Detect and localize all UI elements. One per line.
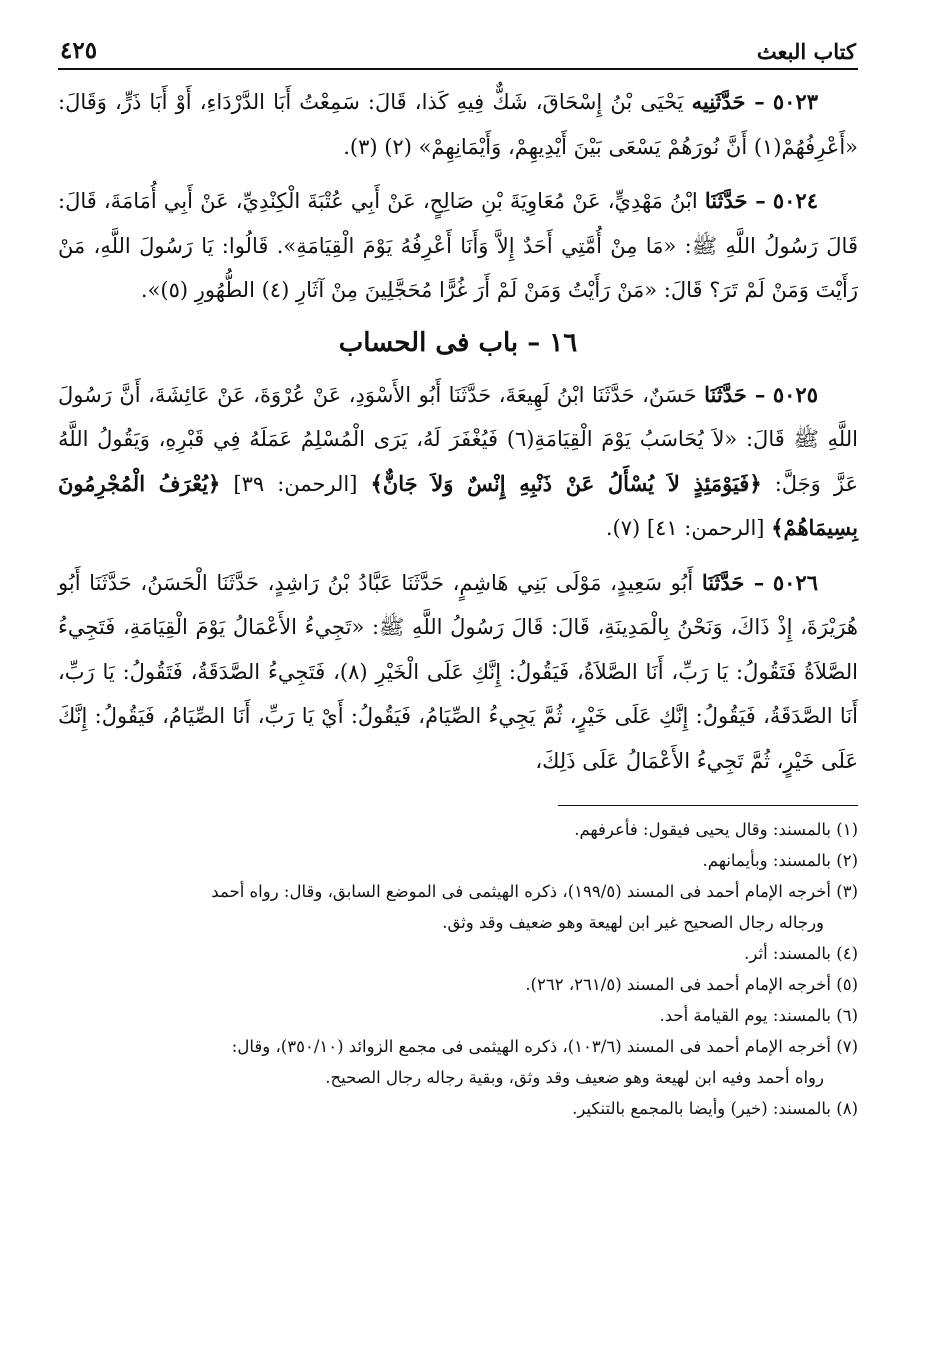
main-text <box>58 80 858 783</box>
quran-verse: ﴿يُعْرَفُ الْمُجْرِمُونَ بِسِيمَاهُمْ﴾ <box>58 470 858 540</box>
footnote-2: (٢) بالمسند: وبأيمانهم. <box>702 851 858 870</box>
hadith-number: ٥٠٢٥ <box>772 381 818 407</box>
footnote-7-continued: رواه أحمد وفيه ابن لهيعة وهو ضعيف وقد وثق، وبقية رجاله رجال الصحيح. <box>325 1068 824 1087</box>
hadith-number: ٥٠٢٤ <box>772 188 818 213</box>
book-title: كتاب البعث <box>756 39 856 64</box>
hadith-opener: حَدَّثَنَا <box>704 188 748 213</box>
hadith-5024: ٥٠٢٤ – حَدَّثَنَا ابْنُ مَهْدِيٍّ، عَنْ مُعَاوِيَةَ بْنِ صَالِحٍ، عَنْ أَبِي عُتْبَةَ الْكِنْدِيِّ، عَنْ أَبِي أُمَامَةَ، قَالَ: قَالَ رَسُولُ اللَّهِ ﷺ: «مَا مِنْ أُمَّتِي أَحَدٌ إِلاَّ وَأَنَا أَعْرِفُهُ يَوْمَ الْقِيَامَةِ». قَالُوا: يَا رَسُولَ اللَّهِ، مَنْ رَأَيْتَ وَمَنْ لَمْ تَرَ؟ قَالَ: «مَنْ رَأَيْتُ وَمَنْ لَمْ أَرَ غُرًّا مُحَجَّلِينَ مِنْ آثَارِ (٤) الطُّهُورِ (٥)». <box>58 188 858 302</box>
hadith-text: أَبُو سَعِيدٍ، مَوْلَى بَنِي هَاشِمٍ، حَدَّثَنَا عَبَّادُ بْنُ رَاشِدٍ، حَدَّثَنَا الْحَسَنُ، حَدَّثَنَا أَبُو هُرَيْرَةَ، إِذْ ذَاكَ، وَنَحْنُ بِالْمَدِينَةِ، قَالَ: قَالَ رَسُولُ اللَّهِ ﷺ: «تَجِيءُ الأَعْمَالُ يَوْمَ الْقِيَامَةِ، فَتَجِيءُ الصَّلاَةُ فَتَقُولُ: يَا رَبِّ، أَنَا الصَّلاَةُ، فَيَقُولُ: إِنَّكِ عَلَى الْخَيْرِ (٨)، فَتَجِيءُ الصَّدَقَةُ، فَتَقُولُ: يَا رَبِّ، أَنَا الصَّدَقَةُ، فَيَقُولُ: إِنَّكِ عَلَى خَيْرٍ، ثُمَّ يَجِيءُ الصِّيَامُ، فَيَقُولُ: أَيْ يَا رَبِّ، أَنَا الصِّيَامُ، فَيَقُولُ: إِنَّكَ عَلَى خَيْرٍ، ثُمَّ تَجِيءُ الأَعْمَالُ عَلَى ذَلِكَ، <box>58 570 859 773</box>
hadith-text: ابْنُ مَهْدِيٍّ، عَنْ مُعَاوِيَةَ بْنِ صَالِحٍ، عَنْ أَبِي عُتْبَةَ الْكِنْدِيِّ، عَنْ أَبِي أُمَامَةَ، قَالَ: قَالَ رَسُولُ اللَّهِ ﷺ: «مَا مِنْ أُمَّتِي أَحَدٌ إِلاَّ وَأَنَا أَعْرِفُهُ يَوْمَ الْقِيَامَةِ». قَالُوا: يَا رَسُولَ اللَّهِ، مَنْ رَأَيْتَ وَمَنْ لَمْ تَرَ؟ قَالَ: «مَنْ رَأَيْتُ وَمَنْ لَمْ أَرَ غُرًّا مُحَجَّلِينَ مِنْ آثَارِ (٤) الطُّهُورِ (٥)». <box>58 189 858 302</box>
footnote-3: (٣) أخرجه الإمام أحمد فى المسند (١٩٩/٥)، ذكره الهيثمى فى الموضع السابق، وقال: رواه أحمد <box>211 882 858 901</box>
hadith-opener: حَدَّثَنَا <box>701 569 745 595</box>
footnote-5: (٥) أخرجه الإمام أحمد فى المسند (٢٦١/٥، ٢٦٢). <box>525 975 858 994</box>
running-head <box>58 30 858 70</box>
hadith-number: ٥٠٢٦ <box>772 569 818 595</box>
hadith-number: ٥٠٢٣ <box>772 89 818 114</box>
hadith-5025: ٥٠٢٥ – حَدَّثَنَا حَسَنٌ، حَدَّثَنَا ابْنُ لَهِيعَةَ، حَدَّثَنَا أَبُو الأَسْوَدِ، عَنْ عُرْوَةَ، عَنْ عَائِشَةَ، أَنَّ رَسُولَ اللَّهِ ﷺ قَالَ: «لاَ يُحَاسَبُ يَوْمَ الْقِيَامَةِ(٦) فَيُغْفَرَ لَهُ، يَرَى الْمُسْلِمُ عَمَلَهُ فِي قَبْرِهِ، وَيَقُولُ اللَّهُ عَزَّ وَجَلَّ: ﴿فَيَوْمَئِذٍ لاَ يُسْأَلُ عَنْ ذَنْبِهِ إِنْسٌ وَلاَ جَانٌّ﴾ [الرحمن: ٣٩] ﴿يُعْرَفُ الْمُجْرِمُونَ بِسِيمَاهُمْ﴾ [الرحمن: ٤١] (٧). <box>58 381 858 540</box>
hadith-opener: حَدَّثَنَا <box>704 381 747 407</box>
quran-reference: [الرحمن: ٤١] (٧). <box>605 516 765 540</box>
hadith-5023: ٥٠٢٣ – حَدَّثَنِيه يَحْيَى بْنُ إِسْحَاقَ، شَكٌّ فِيهِ كَذا، قَالَ: سَمِعْتُ أَبَا الدَّرْدَاءِ، أَوْ أَبَا ذَرٍّ، وَقَالَ: «أَعْرِفُهُمْ(١) أَنَّ نُورَهُمْ يَسْعَى بَيْنَ أَيْدِيهِمْ، وَأَيْمَانِهِمْ» (٢) (٣). <box>58 89 858 159</box>
page-number: ٤٢٥ <box>60 37 98 64</box>
hadith-opener: حَدَّثَنِيه <box>691 89 746 114</box>
footnote-divider <box>558 805 858 806</box>
quran-reference: [الرحمن: ٣٩] <box>233 471 358 496</box>
chapter-heading: ١٦ – باب فى الحساب <box>338 327 578 358</box>
footnotes <box>58 814 858 1124</box>
hadith-text: حَسَنٌ، حَدَّثَنَا ابْنُ لَهِيعَةَ، حَدَّثَنَا أَبُو الأَسْوَدِ، عَنْ عُرْوَةَ، عَنْ عَائِشَةَ، أَنَّ رَسُولَ اللَّهِ ﷺ قَالَ: «لاَ يُحَاسَبُ يَوْمَ الْقِيَامَةِ(٦) فَيُغْفَرَ لَهُ، يَرَى الْمُسْلِمُ عَمَلَهُ فِي قَبْرِهِ، وَيَقُولُ اللَّهُ عَزَّ وَجَلَّ: <box>58 382 858 496</box>
footnote-6: (٦) بالمسند: يوم القيامة أحد. <box>659 1006 858 1025</box>
footnote-3-continued: ورجاله رجال الصحيح غير ابن لهيعة وهو ضعيف وقد وثق. <box>442 913 824 932</box>
footnote-7: (٧) أخرجه الإمام أحمد فى المسند (١٠٣/٦)، ذكره الهيثمى فى مجمع الزوائد (٣٥٠/١٠)، وقال: <box>231 1037 858 1056</box>
hadith-text: يَحْيَى بْنُ إِسْحَاقَ، شَكٌّ فِيهِ كَذا، قَالَ: سَمِعْتُ أَبَا الدَّرْدَاءِ، أَوْ أَبَا ذَرٍّ، وَقَالَ: «أَعْرِفُهُمْ(١) أَنَّ نُورَهُمْ يَسْعَى بَيْنَ أَيْدِيهِمْ، وَأَيْمَانِهِمْ» (٢) (٣). <box>58 90 858 159</box>
footnote-8: (٨) بالمسند: (خير) وأيضا بالمجمع بالتنكير. <box>572 1099 858 1118</box>
book-page <box>58 30 858 1330</box>
quran-verse: ﴿فَيَوْمَئِذٍ لاَ يُسْأَلُ عَنْ ذَنْبِهِ إِنْسٌ وَلاَ جَانٌّ﴾ <box>370 470 762 496</box>
footnote-1: (١) بالمسند: وقال يحيى فيقول: فأعرفهم. <box>574 820 858 839</box>
footnote-4: (٤) بالمسند: أثر. <box>744 944 858 963</box>
hadith-5026: ٥٠٢٦ – حَدَّثَنَا أَبُو سَعِيدٍ، مَوْلَى بَنِي هَاشِمٍ، حَدَّثَنَا عَبَّادُ بْنُ رَاشِدٍ، حَدَّثَنَا الْحَسَنُ، حَدَّثَنَا أَبُو هُرَيْرَةَ، إِذْ ذَاكَ، وَنَحْنُ بِالْمَدِينَةِ، قَالَ: قَالَ رَسُولُ اللَّهِ ﷺ: «تَجِيءُ الأَعْمَالُ يَوْمَ الْقِيَامَةِ، فَتَجِيءُ الصَّلاَةُ فَتَقُولُ: يَا رَبِّ، أَنَا الصَّلاَةُ، فَيَقُولُ: إِنَّكِ عَلَى الْخَيْرِ (٨)، فَتَجِيءُ الصَّدَقَةُ، فَتَقُولُ: يَا رَبِّ، أَنَا الصَّدَقَةُ، فَيَقُولُ: إِنَّكِ عَلَى خَيْرٍ، ثُمَّ يَجِيءُ الصِّيَامُ، فَيَقُولُ: أَيْ يَا رَبِّ، أَنَا الصِّيَامُ، فَيَقُولُ: إِنَّكَ عَلَى خَيْرٍ، ثُمَّ تَجِيءُ الأَعْمَالُ عَلَى ذَلِكَ، <box>58 569 859 773</box>
